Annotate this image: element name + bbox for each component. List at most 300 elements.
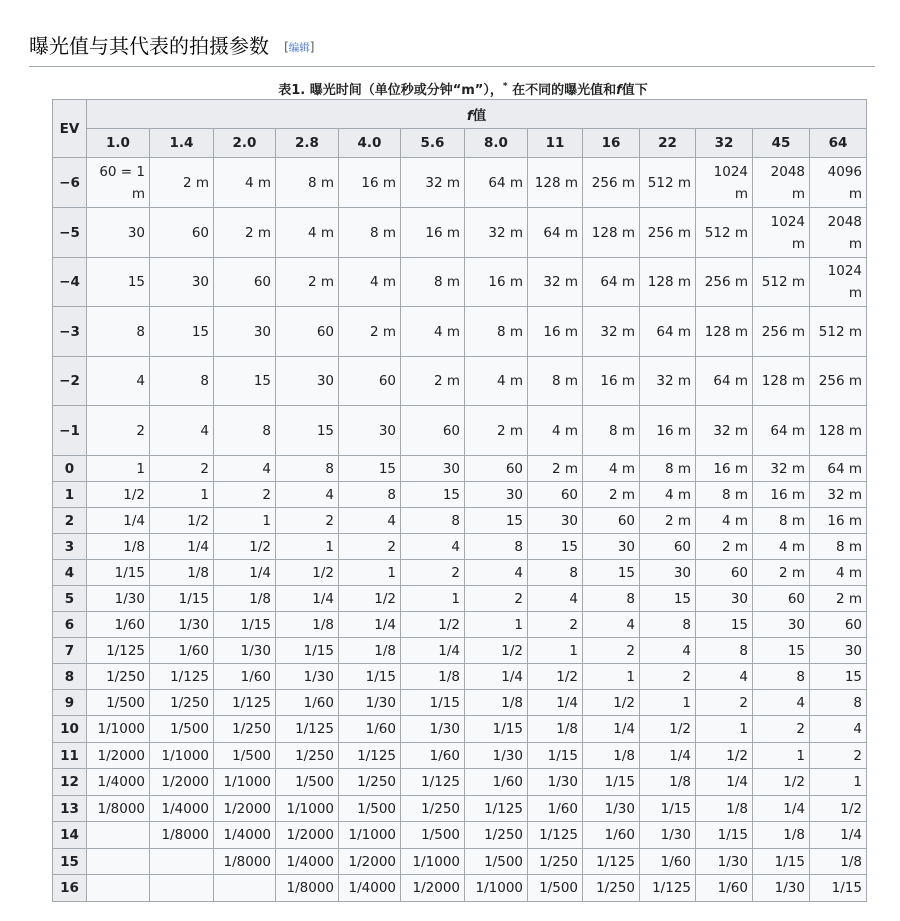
- table-cell: 1/60: [528, 796, 583, 822]
- table-cell: 256 m: [583, 158, 640, 208]
- table-cell: 1/8000: [214, 849, 276, 875]
- table-cell: 2: [401, 560, 465, 586]
- table-cell: 1/4: [87, 508, 150, 534]
- f-stop-header: 8.0: [465, 129, 528, 158]
- table-cell: 1/30: [753, 875, 810, 902]
- table-cell: 1/125: [87, 638, 150, 664]
- table-cell: 2: [696, 690, 753, 716]
- table-cell: 15: [214, 357, 276, 406]
- table-cell: 60: [583, 508, 640, 534]
- table-cell: 2 m: [753, 560, 810, 586]
- table-cell: 60: [640, 534, 696, 560]
- table-cell: 1/30: [339, 690, 401, 716]
- table-cell: 2: [640, 664, 696, 690]
- table-row: [53, 849, 867, 875]
- table-cell: 2: [339, 534, 401, 560]
- table-cell: 1/8000: [87, 796, 150, 822]
- table-cell: 1/30: [276, 664, 339, 690]
- table-cell: 60: [214, 258, 276, 307]
- table-cell: 32 m: [528, 258, 583, 307]
- table-cell: 16 m: [640, 406, 696, 456]
- table-cell: 30: [753, 612, 810, 638]
- table-cell: [87, 849, 150, 875]
- table-cell: 1/8: [465, 690, 528, 716]
- table-cell: 16 m: [810, 508, 867, 534]
- table-cell: 2 m: [696, 534, 753, 560]
- caption-f-symbol: f: [616, 83, 622, 98]
- table-cell: 2 m: [583, 482, 640, 508]
- ev-row-header: −3: [53, 307, 87, 357]
- edit-bracket-open: [: [284, 40, 289, 54]
- table-cell: 1: [640, 690, 696, 716]
- table-cell: 1/500: [339, 796, 401, 822]
- table-cell: 8: [528, 560, 583, 586]
- table-cell: 8: [696, 638, 753, 664]
- table-cell: 30: [696, 586, 753, 612]
- table-cell: 1/250: [87, 664, 150, 690]
- table-cell: 1/2000: [87, 743, 150, 769]
- table-cell: 1/15: [528, 743, 583, 769]
- table-cell: 1/15: [276, 638, 339, 664]
- table-cell: 30: [87, 208, 150, 258]
- table-cell: 16 m: [753, 482, 810, 508]
- table-cell: 1/500: [528, 875, 583, 902]
- f-stop-header: 32: [696, 129, 753, 158]
- table-cell: 64 m: [810, 456, 867, 482]
- table-cell: 1/2: [339, 586, 401, 612]
- table-row: [53, 406, 867, 456]
- table-cell: 1/2000: [150, 769, 214, 796]
- table-cell: 64 m: [753, 406, 810, 456]
- table-row: [53, 769, 867, 796]
- table-cell: 15: [583, 560, 640, 586]
- table-cell: 1: [810, 769, 867, 796]
- caption-middle: 在不同的曝光值和: [507, 83, 617, 98]
- table-cell: 1/15: [339, 664, 401, 690]
- table-cell: 1/1000: [276, 796, 339, 822]
- section-title: 曝光值与其代表的拍摄参数: [29, 34, 269, 58]
- table-cell: 8 m: [810, 534, 867, 560]
- table-cell: 1/2000: [339, 849, 401, 875]
- table-cell: 1024 m: [696, 158, 753, 208]
- table-cell: 1/30: [150, 612, 214, 638]
- table-cell: 1/60: [640, 849, 696, 875]
- table-cell: 2: [465, 586, 528, 612]
- table-cell: 1/15: [401, 690, 465, 716]
- table-cell: 1/125: [583, 849, 640, 875]
- table-cell: 8 m: [276, 158, 339, 208]
- table-cell: 60: [339, 357, 401, 406]
- table-cell: 1/30: [528, 769, 583, 796]
- table-cell: 2 m: [339, 307, 401, 357]
- table-cell: 1024 m: [753, 208, 810, 258]
- table-cell: 1/2000: [401, 875, 465, 902]
- table-cell: [87, 875, 150, 902]
- table-cell: 1/60: [401, 743, 465, 769]
- table-cell: 1/4: [465, 664, 528, 690]
- f-stop-header: 22: [640, 129, 696, 158]
- table-cell: 1: [87, 456, 150, 482]
- table-cell: 1/1000: [401, 849, 465, 875]
- table-row: [53, 258, 867, 307]
- section-heading: [29, 30, 875, 67]
- table-cell: 30: [339, 406, 401, 456]
- table-row: [53, 875, 867, 902]
- ev-row-header: −6: [53, 158, 87, 208]
- table-cell: 60: [696, 560, 753, 586]
- table-cell: 1/2: [583, 690, 640, 716]
- table-row: [53, 158, 867, 208]
- exposure-table: [52, 99, 867, 902]
- table-cell: 512 m: [810, 307, 867, 357]
- table-row: [53, 508, 867, 534]
- table-cell: 1/2: [640, 716, 696, 743]
- table-cell: 4: [465, 560, 528, 586]
- table-cell: 2: [214, 482, 276, 508]
- edit-link[interactable]: 编辑: [288, 42, 310, 54]
- table-cell: 1/30: [214, 638, 276, 664]
- table-cell: 4: [696, 664, 753, 690]
- table-row: [53, 357, 867, 406]
- ev-row-header: 11: [53, 743, 87, 769]
- table-cell: 30: [465, 482, 528, 508]
- table-cell: 8 m: [696, 482, 753, 508]
- table-cell: 128 m: [753, 357, 810, 406]
- table-cell: 1/125: [339, 743, 401, 769]
- ev-row-header: −5: [53, 208, 87, 258]
- f-symbol: f: [466, 108, 473, 124]
- caption-prefix: 表1. 曝光时间（单位秒或分钟“m”），: [278, 83, 503, 98]
- table-cell: 64 m: [528, 208, 583, 258]
- table-cell: 16 m: [401, 208, 465, 258]
- f-stop-header: 2.8: [276, 129, 339, 158]
- ev-row-header: 6: [53, 612, 87, 638]
- table-cell: 4 m: [810, 560, 867, 586]
- table-cell: 2 m: [214, 208, 276, 258]
- table-cell: 1: [339, 560, 401, 586]
- table-row: [53, 743, 867, 769]
- table-cell: 1/8: [401, 664, 465, 690]
- table-cell: 2: [810, 743, 867, 769]
- table-cell: 1/125: [214, 690, 276, 716]
- table-cell: 1/60: [150, 638, 214, 664]
- table-cell: 1: [214, 508, 276, 534]
- table-cell: 1/2: [696, 743, 753, 769]
- table-cell: 1/8: [339, 638, 401, 664]
- table-cell: 1/2: [401, 612, 465, 638]
- table-cell: 2 m: [150, 158, 214, 208]
- table-cell: 1/4: [528, 690, 583, 716]
- table-cell: 15: [339, 456, 401, 482]
- table-cell: 1: [150, 482, 214, 508]
- table-cell: 30: [401, 456, 465, 482]
- table-cell: 2 m: [528, 456, 583, 482]
- table-cell: 1/125: [401, 769, 465, 796]
- table-cell: 30: [214, 307, 276, 357]
- ev-row-header: 2: [53, 508, 87, 534]
- table-cell: 1/500: [401, 822, 465, 849]
- table-cell: 1/250: [465, 822, 528, 849]
- ev-row-header: 3: [53, 534, 87, 560]
- table-cell: 1/250: [583, 875, 640, 902]
- table-cell: 1: [583, 664, 640, 690]
- table-cell: 1/8000: [150, 822, 214, 849]
- table-cell: 4: [401, 534, 465, 560]
- ev-row-header: 16: [53, 875, 87, 902]
- table-cell: 1/2: [465, 638, 528, 664]
- table-cell: [150, 849, 214, 875]
- table-cell: 15: [753, 638, 810, 664]
- table-cell: 2: [276, 508, 339, 534]
- table-cell: 8: [810, 690, 867, 716]
- table-row: [53, 560, 867, 586]
- table-cell: 60: [276, 307, 339, 357]
- table-cell: 1/4000: [214, 822, 276, 849]
- table-cell: 32 m: [465, 208, 528, 258]
- table-row: [53, 208, 867, 258]
- table-cell: 256 m: [640, 208, 696, 258]
- table-cell: 4 m: [214, 158, 276, 208]
- table-cell: 4 m: [696, 508, 753, 534]
- table-cell: 1/4: [401, 638, 465, 664]
- table-cell: 1/30: [583, 796, 640, 822]
- table-cell: 1/1000: [339, 822, 401, 849]
- table-cell: 60: [401, 406, 465, 456]
- table-cell: 1/4: [150, 534, 214, 560]
- table-cell: 4: [276, 482, 339, 508]
- ev-row-header: 12: [53, 769, 87, 796]
- table-cell: 1/8: [810, 849, 867, 875]
- caption-suffix: 值下: [621, 83, 648, 98]
- table-cell: 1/500: [276, 769, 339, 796]
- table-cell: 1/4: [339, 612, 401, 638]
- table-cell: 1/4000: [150, 796, 214, 822]
- table-cell: 4 m: [640, 482, 696, 508]
- table-cell: 1/30: [87, 586, 150, 612]
- table-cell: 8: [87, 307, 150, 357]
- table-cell: 1/4: [214, 560, 276, 586]
- table-cell: 64 m: [583, 258, 640, 307]
- table-cell: 2048 m: [753, 158, 810, 208]
- table-cell: 1/500: [150, 716, 214, 743]
- table-cell: 30: [640, 560, 696, 586]
- table-cell: [150, 875, 214, 902]
- table-cell: 8: [640, 612, 696, 638]
- table-cell: 4: [583, 612, 640, 638]
- table-cell: 128 m: [528, 158, 583, 208]
- table-cell: 1/4: [640, 743, 696, 769]
- ev-column-header: EV: [53, 100, 87, 158]
- ev-row-header: 15: [53, 849, 87, 875]
- table-row: [53, 307, 867, 357]
- table-cell: 32 m: [753, 456, 810, 482]
- table-cell: 4 m: [528, 406, 583, 456]
- table-cell: 8: [753, 664, 810, 690]
- table-cell: 32 m: [696, 406, 753, 456]
- ev-row-header: 10: [53, 716, 87, 743]
- table-cell: 1/2: [87, 482, 150, 508]
- table-cell: 1/2: [528, 664, 583, 690]
- f-stop-header: 1.4: [150, 129, 214, 158]
- table-cell: 64 m: [640, 307, 696, 357]
- table-cell: 30: [528, 508, 583, 534]
- table-cell: 1/250: [214, 716, 276, 743]
- table-cell: 60: [465, 456, 528, 482]
- table-cell: 1/30: [401, 716, 465, 743]
- table-row: [53, 638, 867, 664]
- table-cell: 1/8: [753, 822, 810, 849]
- table-cell: 1/2: [753, 769, 810, 796]
- table-cell: 1: [465, 612, 528, 638]
- table-cell: 8: [465, 534, 528, 560]
- table-cell: [87, 822, 150, 849]
- table-cell: 1/60: [339, 716, 401, 743]
- f-stop-header: 5.6: [401, 129, 465, 158]
- table-cell: 15: [87, 258, 150, 307]
- f-stop-header: 1.0: [87, 129, 150, 158]
- table-cell: 1/4: [810, 822, 867, 849]
- table-cell: 8 m: [640, 456, 696, 482]
- table-cell: 128 m: [810, 406, 867, 456]
- table-cell: 4 m: [339, 258, 401, 307]
- table-cell: 1/2000: [276, 822, 339, 849]
- table-row: [53, 482, 867, 508]
- table-cell: 60: [528, 482, 583, 508]
- table-cell: 1/30: [465, 743, 528, 769]
- table-row: [53, 796, 867, 822]
- table-cell: 1/15: [465, 716, 528, 743]
- table-cell: 1/8000: [276, 875, 339, 902]
- table-cell: 1: [276, 534, 339, 560]
- table-cell: 32 m: [640, 357, 696, 406]
- table-row: [53, 612, 867, 638]
- table-cell: 256 m: [696, 258, 753, 307]
- table-cell: 15: [528, 534, 583, 560]
- ev-row-header: 5: [53, 586, 87, 612]
- ev-row-header: 9: [53, 690, 87, 716]
- table-cell: 8 m: [583, 406, 640, 456]
- table-cell: 1: [528, 638, 583, 664]
- table-cell: 60: [150, 208, 214, 258]
- table-cell: 1/4000: [339, 875, 401, 902]
- table-cell: 8 m: [401, 258, 465, 307]
- f-stop-header: 11: [528, 129, 583, 158]
- table-cell: 2 m: [465, 406, 528, 456]
- table-cell: 1/125: [150, 664, 214, 690]
- table-cell: 1/60: [87, 612, 150, 638]
- table-cell: 1/1000: [214, 769, 276, 796]
- table-cell: 1/250: [150, 690, 214, 716]
- table-cell: 4: [528, 586, 583, 612]
- table-cell: 1/250: [401, 796, 465, 822]
- table-cell: 4 m: [753, 534, 810, 560]
- f-stop-header: 2.0: [214, 129, 276, 158]
- table-cell: 2 m: [401, 357, 465, 406]
- table-cell: 1/15: [583, 769, 640, 796]
- table-cell: 1/4000: [276, 849, 339, 875]
- table-cell: 512 m: [753, 258, 810, 307]
- table-cell: 4 m: [276, 208, 339, 258]
- ev-row-header: 4: [53, 560, 87, 586]
- table-row: [53, 716, 867, 743]
- table-cell: 1/500: [465, 849, 528, 875]
- table-row: [53, 664, 867, 690]
- table-cell: 512 m: [640, 158, 696, 208]
- table-cell: 1/60: [583, 822, 640, 849]
- table-cell: 8: [401, 508, 465, 534]
- table-cell: 1: [401, 586, 465, 612]
- table-cell: 2 m: [276, 258, 339, 307]
- caption-footnote-mark: *: [502, 81, 508, 92]
- table-cell: 8: [276, 456, 339, 482]
- table-cell: 1/1000: [87, 716, 150, 743]
- ev-row-header: −2: [53, 357, 87, 406]
- table-row: [53, 456, 867, 482]
- table-cell: 60 = 1 m: [87, 158, 150, 208]
- table-cell: 1/8: [583, 743, 640, 769]
- f-number-group-header: [87, 100, 867, 129]
- table-cell: 60: [753, 586, 810, 612]
- ev-row-header: −4: [53, 258, 87, 307]
- table-cell: 1/8: [528, 716, 583, 743]
- table-cell: 15: [401, 482, 465, 508]
- table-cell: 4: [214, 456, 276, 482]
- table-cell: 15: [810, 664, 867, 690]
- f-stop-header: 45: [753, 129, 810, 158]
- table-cell: 15: [276, 406, 339, 456]
- table-cell: 2: [528, 612, 583, 638]
- table-cell: 1/8: [696, 796, 753, 822]
- table-cell: 1: [753, 743, 810, 769]
- table-cell: 64 m: [465, 158, 528, 208]
- table-cell: 4: [753, 690, 810, 716]
- table-cell: 30: [583, 534, 640, 560]
- table-cell: 1/1000: [150, 743, 214, 769]
- table-cell: 512 m: [696, 208, 753, 258]
- header-row-fstops: [53, 129, 867, 158]
- table-cell: 1/15: [150, 586, 214, 612]
- table-cell: 32 m: [401, 158, 465, 208]
- table-cell: 16 m: [696, 456, 753, 482]
- table-cell: 1/15: [696, 822, 753, 849]
- table-cell: 1024 m: [810, 258, 867, 307]
- edit-bracket-close: ]: [309, 40, 315, 54]
- table-caption: [52, 79, 874, 98]
- table-cell: 256 m: [753, 307, 810, 357]
- table-cell: 1/15: [214, 612, 276, 638]
- table-cell: 1/15: [640, 796, 696, 822]
- table-cell: 4: [810, 716, 867, 743]
- table-cell: 1/8: [87, 534, 150, 560]
- header-row-group: [53, 100, 867, 129]
- table-cell: 8 m: [465, 307, 528, 357]
- table-cell: 2 m: [810, 586, 867, 612]
- table-cell: 1/250: [276, 743, 339, 769]
- table-cell: 1/250: [339, 769, 401, 796]
- table-cell: 16 m: [465, 258, 528, 307]
- table-cell: 1: [696, 716, 753, 743]
- table-cell: 1/15: [87, 560, 150, 586]
- table-cell: 1/4: [583, 716, 640, 743]
- table-cell: 1/125: [276, 716, 339, 743]
- table-cell: 15: [640, 586, 696, 612]
- table-cell: 16 m: [528, 307, 583, 357]
- table-row: [53, 822, 867, 849]
- table-cell: 1/30: [696, 849, 753, 875]
- table-cell: 30: [810, 638, 867, 664]
- table-cell: 8: [583, 586, 640, 612]
- ev-row-header: 14: [53, 822, 87, 849]
